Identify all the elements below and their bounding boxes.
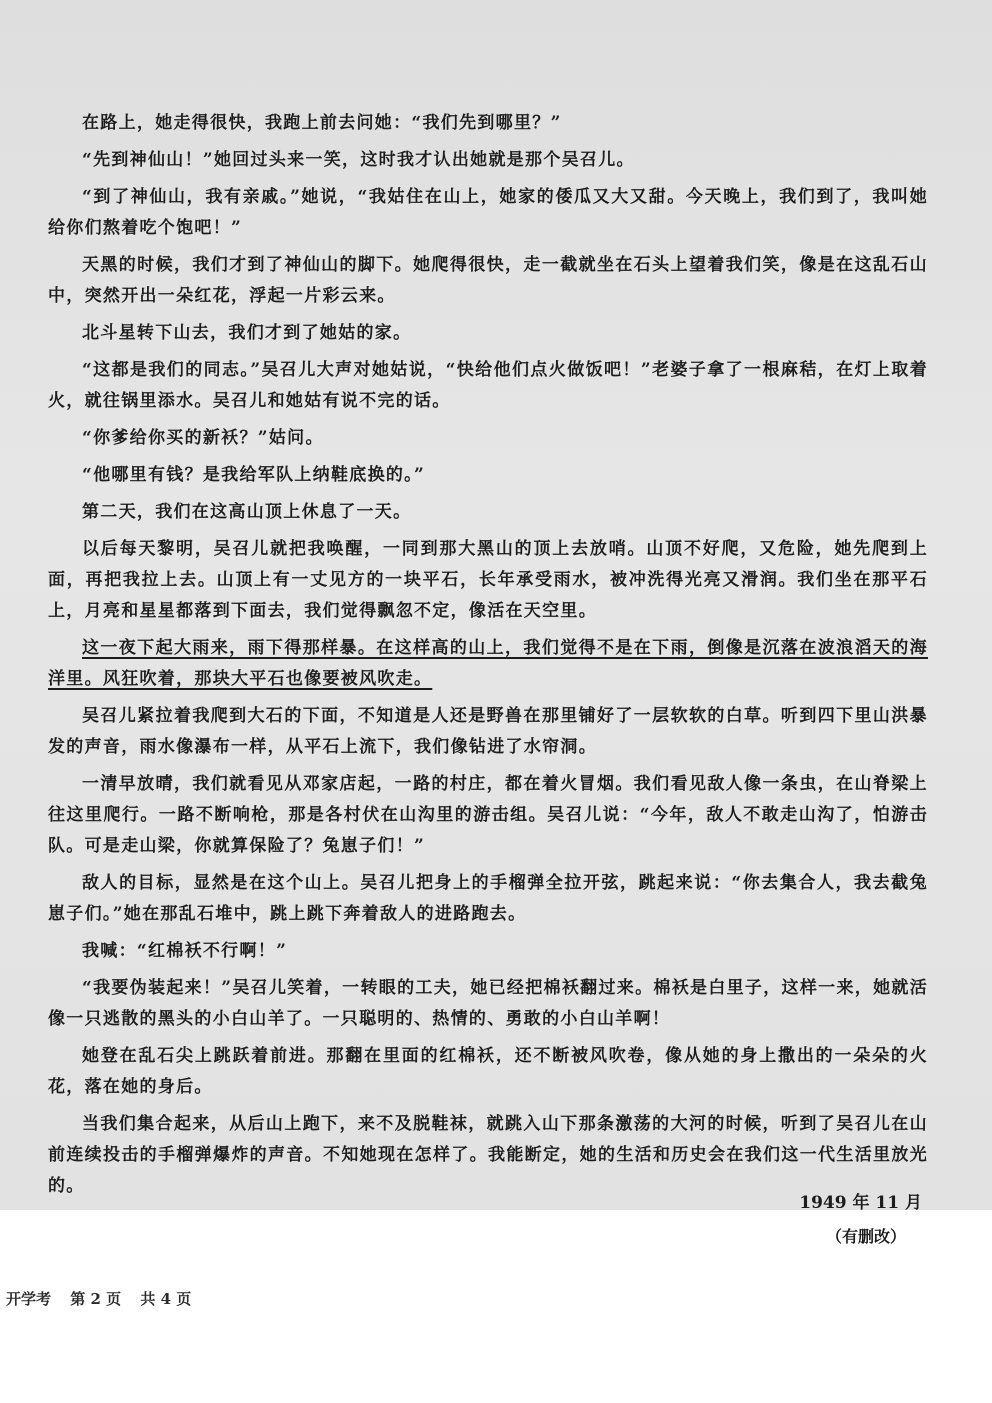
paragraph: “他哪里有钱？是我给军队上纳鞋底换的。” [82, 465, 426, 485]
page-footer [6, 1288, 205, 1309]
footer-page-number: 第 2 页 [70, 1290, 122, 1308]
footer-page-total: 共 4 页 [140, 1290, 192, 1308]
paragraph: 敌人的目标，显然是在这个山上。吴召儿把身上的手榴弹全拉开弦，跳起来说：“你去集合人，我去截兔崽子们。”她在那乱石堆中，跳上跳下奔着敌人的进路跑去。 [48, 873, 928, 924]
paragraph: 一清早放晴，我们就看见从邓家店起，一路的村庄，都在着火冒烟。我们看见敌人像一条虫，在山脊梁上往这里爬行。一路不断响枪，那是各村伏在山沟里的游击组。吴召儿说：“今年，敌人不敢走山沟了，怕游击队。可是走山梁，你就算保险了？兔崽子们！” [48, 774, 928, 856]
paragraph: “先到神仙山！”她回过头来一笑，这时我才认出她就是那个吴召儿。 [82, 150, 635, 170]
paragraph: “你爹给你买的新袄？”姑问。 [82, 428, 324, 448]
underlined-paragraph: 这一夜下起大雨来，雨下得那样暴。在这样高的山上，我们觉得不是在下雨，倒像是沉落在波浪滔天的海洋里。风狂吹着，那块大平石也像要被风吹走。 [48, 638, 928, 689]
paragraph: 当我们集合起来，从后山上跑下，来不及脱鞋袜，就跳入山下那条激荡的大河的时候，听到了吴召儿在山前连续投击的手榴弹爆炸的声音。不知她现在怎样了。我能断定，她的生活和历史会在我们这一代生活里放光的。 [48, 1114, 928, 1196]
date-line: 1949 年 11 月 [799, 1193, 922, 1213]
paragraph: 以后每天黎明，吴召儿就把我唤醒，一同到那大黑山的顶上去放哨。山顶不好爬，又危险，她先爬到上面，再把我拉上去。山顶上有一丈见方的一块平石，长年承受雨水，被冲洗得光亮又滑润。我们坐在那平石上，月亮和星星都落到下面去，我们觉得飘忽不定，像活在天空里。 [48, 539, 928, 621]
paragraph: “到了神仙山，我有亲戚。”她说，“我姑住在山上，她家的倭瓜又大又甜。今天晚上，我们到了，我叫她给你们熬着吃个饱吧！” [48, 187, 928, 238]
paragraph: 天黑的时候，我们才到了神仙山的脚下。她爬得很快，走一截就坐在石头上望着我们笑，像是在这乱石山中，突然开出一朵红花，浮起一片彩云来。 [48, 255, 928, 306]
footer-exam-label: 开学考 [6, 1290, 52, 1308]
paragraph: 我喊：“红棉袄不行啊！” [82, 941, 288, 961]
paragraph: “我要伪装起来！”吴召儿笑着，一转眼的工夫，她已经把棉袄翻过来。棉袄是白里子，这样一来，她就活像一只逃散的黑头的小白山羊了。一只聪明的、热情的、勇敢的小白山羊啊！ [48, 978, 928, 1029]
paragraph: 她登在乱石尖上跳跃着前进。那翻在里面的红棉袄，还不断被风吹卷，像从她的身上撒出的一朵朵的火花，落在她的身后。 [48, 1046, 928, 1097]
paragraph: “这都是我们的同志。”吴召儿大声对她姑说，“快给他们点火做饭吧！”老婆子拿了一根麻秸，在灯上取着火，就往锅里添水。吴召儿和她姑有说不完的话。 [48, 360, 928, 411]
paragraph: 在路上，她走得很快，我跑上前去问她：“我们先到哪里？” [82, 113, 562, 133]
abridged-note: （有删改） [825, 1227, 906, 1246]
passage-body [48, 108, 928, 1208]
paragraph: 吴召儿紧拉着我爬到大石的下面，不知道是人还是野兽在那里铺好了一层软软的白草。听到四下里山洪暴发的声音，雨水像瀑布一样，从平石上流下，我们像钻进了水帘洞。 [48, 706, 928, 757]
paragraph: 第二天，我们在这高山顶上休息了一天。 [82, 502, 412, 522]
paragraph: 北斗星转下山去，我们才到了她姑的家。 [82, 323, 412, 343]
